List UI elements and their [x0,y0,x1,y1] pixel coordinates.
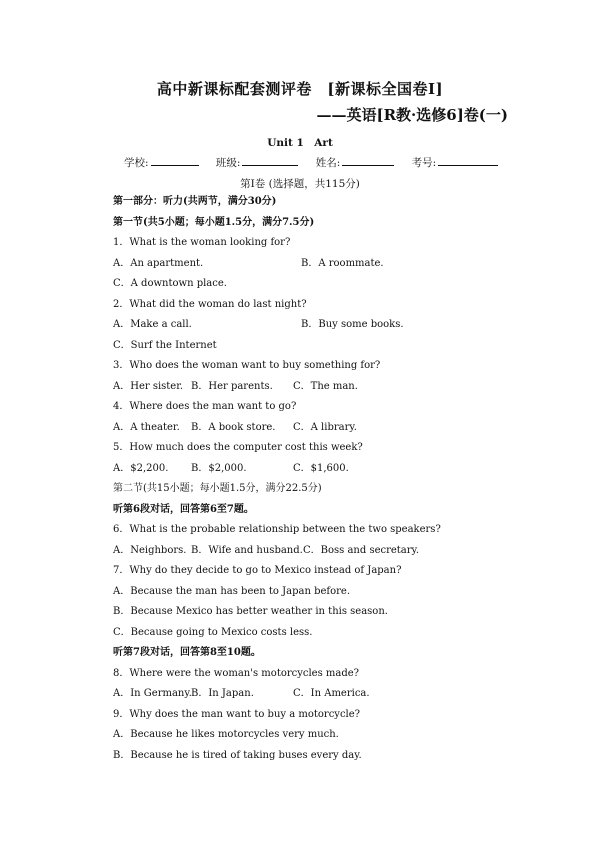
q6-option-b: B．Wife and husband. [191,544,303,556]
q6-option-c: C．Boss and secretary. [303,544,420,556]
q9-option-a: A．Because he likes motorcycles very much. [113,729,339,740]
q4-option-b: B．A book store. [191,421,276,433]
school-blank[interactable] [151,155,199,166]
unit-heading: Unit 1 Art [267,137,333,149]
options-row [113,254,573,275]
question-1: 1．What is the woman looking for? [113,237,291,248]
part1-heading: 第一部分：听力(共两节，满分30分) [113,196,277,207]
class-blank[interactable] [242,155,298,166]
name-label: 姓名: [315,157,341,169]
number-label: 考号: [411,157,437,169]
options-row [113,459,573,480]
q7-option-b: B．Because Mexico has better weather in this season. [113,606,388,617]
q8-option-a: A．In Germany. [113,688,192,699]
q8-option-b: B．In Japan. [191,688,254,699]
q1-option-b: B．A roommate. [301,257,384,269]
options-row [113,418,573,439]
q1-option-a: A．An apartment. [113,257,204,269]
options-row [113,315,573,336]
q1-option-c: C．A downtown place. [113,278,227,289]
q4-option-c: C．A library. [293,421,357,433]
school-label: 学校: [124,157,149,169]
q3-option-a: A．Her sister. [113,380,184,392]
q7-option-a: A．Because the man has been to Japan before. [113,585,350,597]
q2-option-c: C．Surf the Internet [113,339,217,351]
q5-option-c: C．$1,600. [293,462,349,474]
page-subtitle: ——英语[R教·选修6]卷(一) [316,106,508,124]
q4-option-a: A．A theater. [113,421,180,433]
q3-option-b: B．Her parents. [191,380,273,392]
q6-option-a: A．Neighbors. [113,544,187,556]
question-2: 2．What did the woman do last night? [113,298,307,310]
class-label: 班级: [215,157,241,169]
question-list [113,192,573,766]
options-row [113,684,573,705]
question-3: 3．Who does the woman want to buy something for? [113,360,381,371]
q5-option-b: B．$2,000. [191,462,247,474]
dialog6-heading: 听第6段对话，回答第6至7题。 [113,503,254,515]
section1-heading: 第一节(共5小题；每小题1.5分，满分7.5分) [113,216,315,228]
dialog7-heading: 听第7段对话，回答第8至10题。 [113,647,261,658]
options-row [113,541,573,562]
name-blank[interactable] [342,155,394,166]
page-title: 高中新课标配套测评卷 [新课标全国卷Ⅰ] [156,80,444,98]
q7-option-c: C．Because going to Mexico costs less. [113,626,313,638]
question-4: 4．Where does the man want to go? [113,401,297,412]
q2-option-a: A．Make a call. [113,319,192,330]
question-6: 6．What is the probable relationship between the two speakers? [113,524,441,535]
q3-option-c: C．The man. [293,380,358,392]
section2-heading: 第二节(共15小题；每小题1.5分，满分22.5分) [113,483,322,494]
student-info-line [124,155,498,170]
question-7: 7．Why do they decide to go to Mexico instead of Japan? [113,565,402,576]
number-blank[interactable] [438,155,498,166]
question-9: 9．Why does the man want to buy a motorcycle? [113,708,361,720]
question-8: 8．Where were the woman's motorcycles made? [113,667,360,679]
q2-option-b: B．Buy some books. [301,319,404,330]
options-row [113,377,573,398]
volume-heading: 第Ⅰ卷 (选择题，共115分) [240,178,360,190]
q8-option-c: C．In America. [293,688,370,699]
q9-option-b: B．Because he is tired of taking buses every day. [113,749,362,761]
question-5: 5．How much does the computer cost this week? [113,442,363,453]
q5-option-a: A．$2,200. [113,462,169,474]
